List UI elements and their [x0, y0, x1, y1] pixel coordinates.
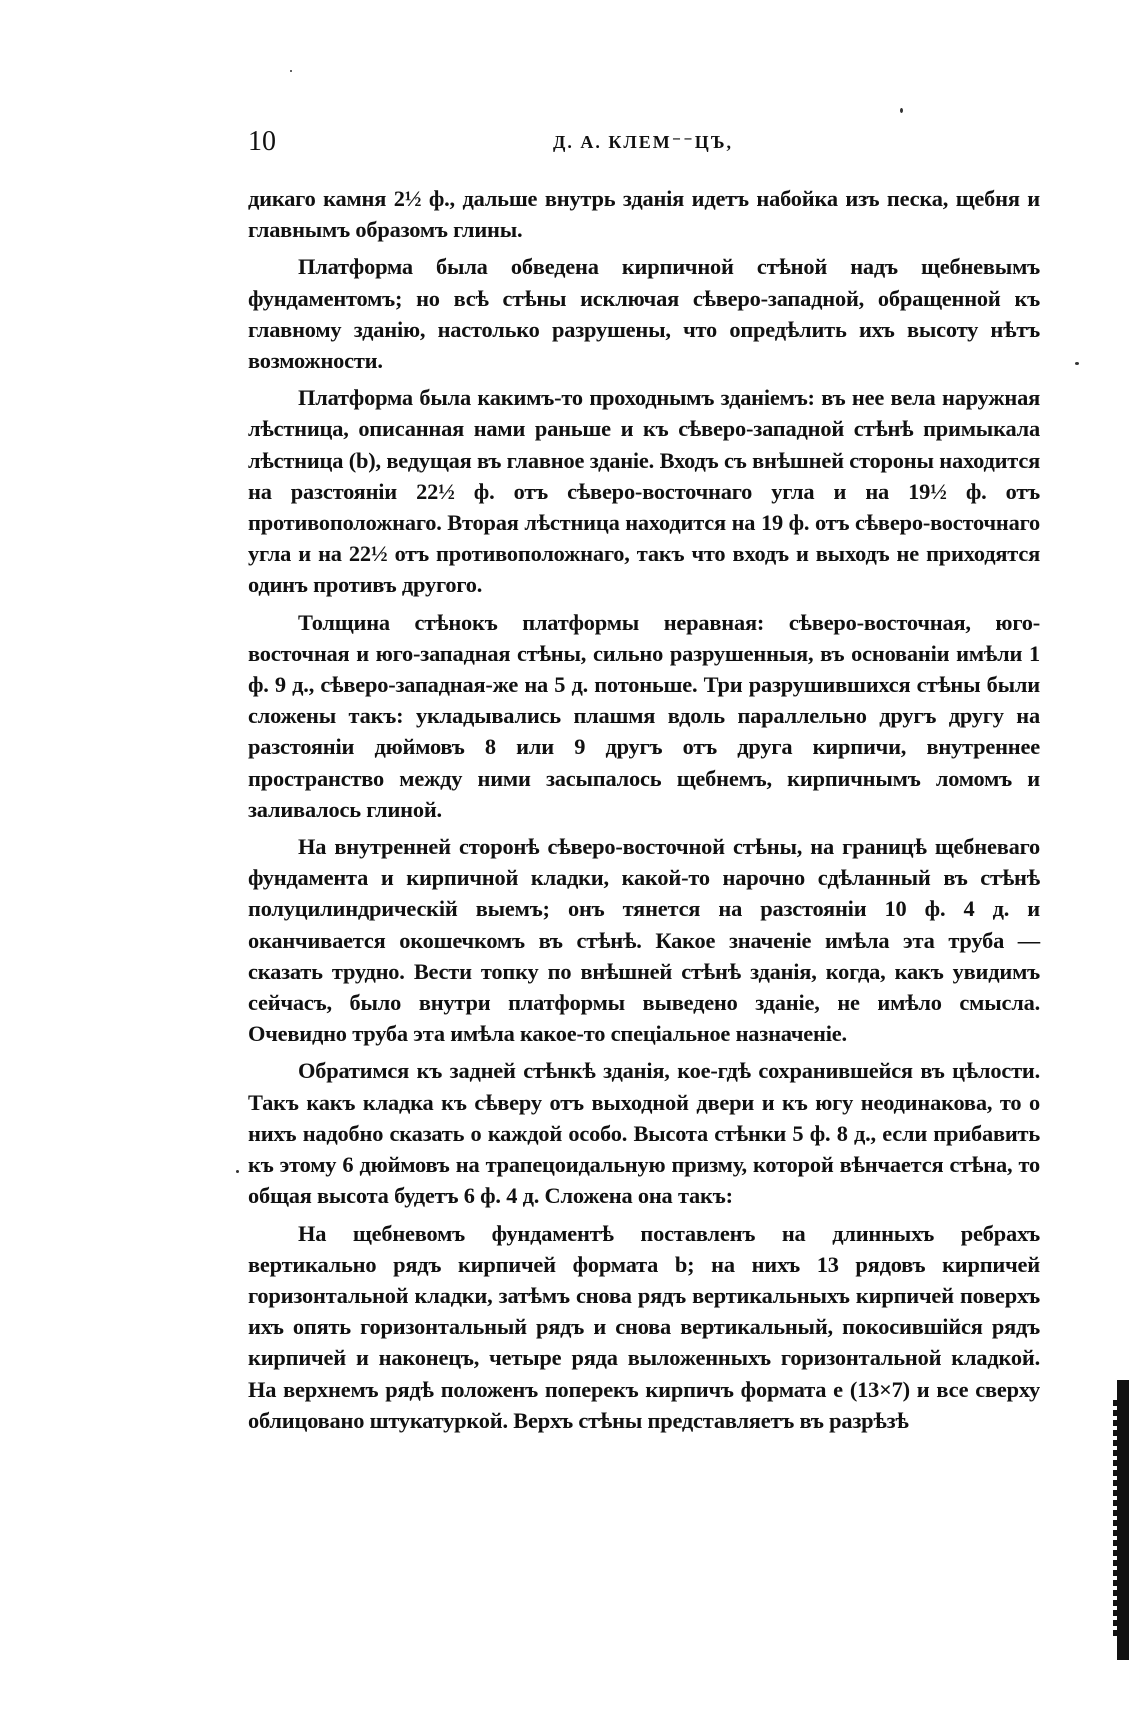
- paragraph: дикаго камня 2½ ф., дальше внутрь зданія идетъ набойка изъ песка, щебня и главнымъ образомъ глины.: [248, 186, 1040, 243]
- scan-speck: [236, 1170, 239, 1173]
- paragraph: Толщина стѣнокъ платформы неравная: сѣверо-восточная, юго-восточная и юго-западная стѣны, сильно разрушенныя, въ основаніи имѣли 1 ф. 9 д., сѣверо-западная-же на 5 д. потоньше. Три разрушившихся стѣны были сложены такъ: укладывались плашмя вдоль параллельно другъ другу на разстояніи дюймовъ 8 или 9 другъ отъ друга кирпичи, внутреннее пространство между ними засыпалось щебнемъ, кирпичнымъ ломомъ и заливалось глиной.: [248, 609, 1040, 822]
- scan-speck: [290, 70, 292, 72]
- running-head: Д. А. КЛЕМ⁻⁻ЦЪ,: [552, 132, 734, 152]
- body-text: [248, 183, 1040, 1436]
- scan-speck: [1075, 362, 1079, 365]
- scan-edge-mark: [1117, 1380, 1129, 1660]
- paragraph: Платформа была какимъ-то проходнымъ зданіемъ: въ нее вела наружная лѣстница, описанная нами раньше и къ сѣверо-западной стѣнѣ примыкала лѣстница (b), ведущая въ главное зданіе. Входъ съ внѣшней стороны находится на разстояніи 22½ ф. отъ сѣверо-восточнаго угла и на 19½ ф. отъ противоположнаго. Вторая лѣстница находится на 19 ф. отъ сѣверо-восточнаго угла и на 22½ отъ противоположнаго, такъ что входъ и выходъ не приходятся одинъ противъ другого.: [248, 385, 1040, 598]
- page-header: [248, 126, 1038, 166]
- scan-speck: [900, 108, 903, 113]
- paragraph: Платформа была обведена кирпичной стѣной надъ щебневымъ фундаментомъ; но всѣ стѣны исключая сѣверо-западной, обращенной къ главному зданію, настолько разрушены, что опредѣлить ихъ высоту нѣтъ возможности.: [248, 254, 1040, 374]
- paragraph: На щебневомъ фундаментѣ поставленъ на длинныхъ ребрахъ вертикально рядъ кирпичей формата b; на нихъ 13 рядовъ кирпичей горизонтальной кладки, затѣмъ снова рядъ вертикальныхъ кирпичей поверхъ ихъ опять горизонтальный рядъ и снова вертикальный, покосившійся рядъ кирпичей и наконецъ, четыре ряда выложенныхъ горизонтальной кладкой. На верхнемъ рядѣ положенъ поперекъ кирпичъ формата e (13×7) и все сверху облицовано штукатуркой. Верхъ стѣны представляетъ въ разрѣзѣ: [248, 1220, 1040, 1433]
- page-number: 10: [248, 126, 276, 157]
- paragraph: Обратимся къ задней стѣнкѣ зданія, кое-гдѣ сохранившейся въ цѣлости. Такъ какъ кладка къ сѣверу отъ выходной двери и къ югу неодинакова, то о нихъ надобно сказать о каждой особо. Высота стѣнки 5 ф. 8 д., если прибавить къ этому 6 дюймовъ на трапецоидальную призму, которой вѣнчается стѣна, то общая высота будетъ 6 ф. 4 д. Сложена она такъ:: [248, 1058, 1040, 1209]
- paragraph: На внутренней сторонѣ сѣверо-восточной стѣны, на границѣ щебневаго фундамента и кирпичной кладки, какой-то нарочно сдѣланный въ стѣнѣ полуцилиндрическій выемъ; онъ тянется на разстояніи 10 ф. 4 д. и оканчивается окошечкомъ въ стѣнѣ. Какое значеніе имѣла эта труба — сказать трудно. Вести топку по внѣшней стѣнѣ зданія, когда, какъ увидимъ сейчасъ, было внутри платформы выведено зданіе, не имѣло смысла. Очевидно труба эта имѣла какое-то спеціальное назначеніе.: [248, 834, 1040, 1047]
